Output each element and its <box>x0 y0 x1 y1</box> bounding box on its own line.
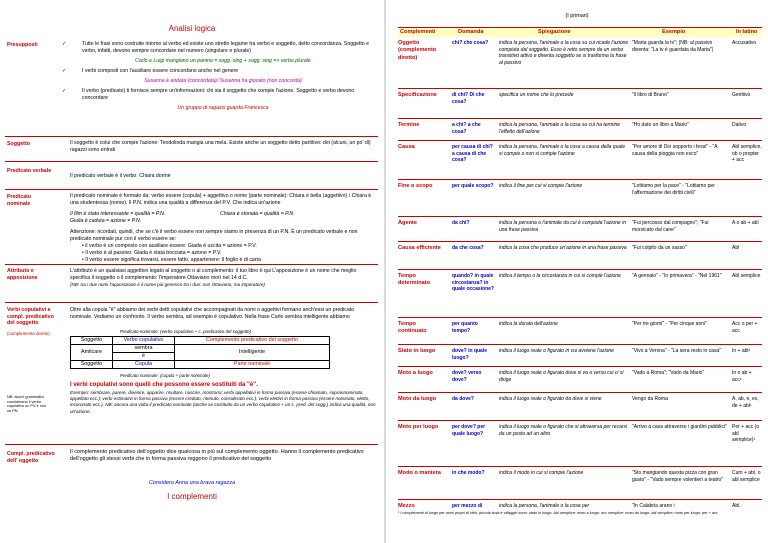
complement-example: "Marta guarda la tv"; (NB: al passivo diventa: "La tv è guardata da Marta") <box>632 40 714 53</box>
complement-example: Vengo da Roma <box>632 396 668 402</box>
page-title: Analisi logica <box>168 24 216 33</box>
list-item: • Il verbo è al passivo: Giada è stata bocciata = azione = P.V. <box>82 250 376 257</box>
complement-explanation: indica la persona, l'animale o la cosa su cui ricade l'azione compiuta dal soggetto. Esso è retto sempre da un verbo transitivo attivo e diventa soggetto se si trasforma la frase al passivo <box>499 40 629 66</box>
complement-question: da dove? <box>452 396 474 402</box>
complement-explanation: indica il luogo reale o figurato dove si va o verso cui ci si dirige <box>499 370 624 383</box>
label-presupposti: Presupposti <box>7 42 38 48</box>
table-cell: Copula <box>113 361 175 369</box>
complement-question: di chi? Di che cosa? <box>452 92 485 105</box>
table-row <box>398 89 762 119</box>
verbi-copulativi-text: Oltre alla copula "è" abbiamo dei verbi detti copulativi che accompagnati da nomi o aggettivi formano anch'essi un predicato nominale. Vediamo un confronto. Il verbo sembra, ad esempio è copulativo. Nella frase Carlo sembra intelligente abbiamo <box>70 307 355 321</box>
table-cell: Soggetto <box>71 361 113 369</box>
table-row <box>398 141 762 180</box>
complement-latin: Dativo <box>732 122 747 128</box>
copulativi-head: I verbi copulativi sono quelli che possono essere sostituiti da "è". <box>70 382 258 388</box>
complement-name: Stato in luogo <box>398 348 436 354</box>
right-page <box>386 0 768 543</box>
presupposto-3-example: Un gruppo di ragazzi guarda Francesca <box>177 105 269 112</box>
pn-example-2: Chiara è stonata = qualità = P.N. <box>220 211 295 218</box>
complement-name: Tempo continuato <box>398 321 427 335</box>
table-cell: Complemento predicativo del soggetto <box>175 337 330 345</box>
complement-explanation: indica il modo in cui si compie l'azione <box>499 470 584 476</box>
table-row <box>398 217 762 242</box>
complement-explanation: indica la persona, l'animale o la cosa su cui ha termine l'effetto dell'azione <box>499 122 621 135</box>
predicato-verbale-text: Il predicato verbale è il verbo: Chiara dorme <box>70 173 171 179</box>
complement-latin: In + abl¹ <box>732 348 751 354</box>
table-row <box>398 345 762 367</box>
presupposto-2: I verbi composti con l'ausiliare essere concordano anche nel genere <box>82 68 239 75</box>
attributo-text: L'attributo è un qualsiasi aggettivo legato al soggetto o al complemento: il tuo libro è qui L'apposizione è un nome che meglio specifica il soggetto o il complemento: l'imperatore Ottaviano morì nel 14 d.C. <box>70 268 357 282</box>
complement-example: "Per tre giorni" - "Per cinque anni" <box>632 321 707 327</box>
complement-latin: Abl semplice, ob o propter + acc <box>732 144 762 163</box>
complement-example: "In Calabria arano i <box>632 503 675 509</box>
complement-example: "Vivo a Verona" - "La sera resto in casa" <box>632 348 721 354</box>
complement-latin: Abl. <box>732 503 741 509</box>
complement-example: "Per amore di Dio sopporto i fessi" - "A causa della pioggia non esco" <box>632 144 718 157</box>
table-row <box>398 393 762 421</box>
table-row <box>398 270 762 318</box>
complement-example: "A gennaio" - "In primavera" - "Nel 1961" <box>632 273 722 279</box>
complement-explanation: indica la durata dell'azione <box>499 321 558 327</box>
complement-name: Specificazione <box>398 92 437 98</box>
complement-explanation: indica la persona, l'animale o la cosa per <box>499 503 590 509</box>
complement-example: "Fui colpito da un sasso" <box>632 245 687 251</box>
table-cell: Intelligente <box>175 345 330 361</box>
complement-example: "Sto mangiando questa pizza con gran gusto" - "Vado sempre volentieri a teatro" <box>632 470 724 483</box>
table-row <box>398 421 762 467</box>
table-cell: Soggetto <box>71 337 113 345</box>
complement-name: Oggetto (complemento diretto) <box>398 40 437 61</box>
divider <box>5 136 378 137</box>
table-row <box>398 318 762 345</box>
header-latino: In latino <box>736 29 758 35</box>
attributo-note: (NB: tra i due nomi l'apposizione è il nome più generico tra i due: non Ottaviano, ma imperatore) <box>70 282 265 288</box>
copulativi-text: Esempio: sembrare, parere, divenire, apparire, risultare, riuscire, mostrarsi; verbi appellativi in forma passiva (essere chiamato, soprannominato, appellato ecc.); verbi estimativi in forma passiva (essere creduto, ritenuto, considerato ecc.); verbi elettivi in forma passiva (essere nominato, eletto, incoronato ecc.). NB: ancora una volta il predicato nominale (anche se costituito da un verbo copulativo + un c. pred. del sogg.) indica una qualità, non un'azione. <box>70 390 376 414</box>
section-title-complementi: I complementi <box>167 492 217 501</box>
presupposto-3: Il verbo (predicato) ti fornisce sempre un'informazioni: chi sia il soggetto che compie l'azione. Soggetto e verbo devono concordare <box>82 88 355 102</box>
complement-example: "il libro di Bruno" <box>632 92 669 98</box>
complement-explanation: indica la persona o l'animale da cui è compiuta l'azione in una frase passiva <box>499 220 626 233</box>
predicate-table <box>70 336 330 369</box>
complement-explanation: indica il fine per cui si compie l'azione <box>499 183 583 189</box>
complement-explanation: indica il luogo reale o figurato che si attraversa per recarsi da un posto ad un altro <box>499 424 628 437</box>
label-predicato-nominale: Predicato nominale <box>7 194 32 207</box>
divider <box>5 264 378 265</box>
complement-name: Agente <box>398 220 417 226</box>
table-note: (I primari) <box>565 13 589 19</box>
table-cell: Amilcare <box>71 345 113 361</box>
complement-question: in che modo? <box>452 470 485 476</box>
list-item: • Il verbo essere significa trovarsi, essere fatto, appartenere: Il foglio è di carta <box>82 257 376 264</box>
presupposto-2-example: Susanna è andata (concordata)/ Susanna ha giocato (non concorda) <box>144 78 302 85</box>
attenzione-text: Attenzione: ricordati, quindi, che se c'è il verbo essere non sempre siamo in presenza di un P.N. È un predicato verbale e non predicato nominale pur con il verbo essere se: <box>70 229 358 243</box>
complement-explanation: specifica un nome che lo precede <box>499 92 574 98</box>
complement-name: Fine o scopo <box>398 183 433 189</box>
label-compl-predicativo: Compl. predicativo dell' oggetto <box>7 451 55 464</box>
predicato-nominale-block <box>70 193 376 264</box>
presupposto-1: Tutte le frasi sono costruite intorno al verbo ed esiste uno stretto legame tra verbo e soggetto, detto concordanza. Soggetto e verbo, infatti, devono sempre concordare nel numero (singolare e plurale) <box>82 41 370 55</box>
label-predicato-verbale: Predicato verbale <box>7 168 52 174</box>
verbi-copulativi-label: Verbi copulativi e compl. predicativo del soggetto <box>7 307 54 327</box>
pn-example-3: Giulia è caduta = azione = P.N. <box>70 218 142 225</box>
complement-name: Moto da luogo <box>398 396 437 402</box>
complement-question: dove? verso dove? <box>452 370 482 383</box>
complement-example: "Arrivo a casa attraverso i giardini pubblici" <box>632 424 727 430</box>
copulativi-block <box>70 381 376 415</box>
complement-question: per quanto tempo? <box>452 321 478 334</box>
table-row <box>398 467 762 500</box>
table-row <box>398 242 762 270</box>
complement-latin: Genitivo <box>732 92 751 98</box>
table-caption-bottom: Predicato nominale: (copula + parte nominale) <box>120 373 210 378</box>
complement-latin: Abl semplice <box>732 273 761 279</box>
divider <box>5 189 378 190</box>
complement-question: per dove? per quale luogo? <box>452 424 486 437</box>
complement-latin: Acc o per + acc <box>732 321 758 334</box>
complement-name: Mezzo <box>398 503 415 509</box>
header-complementi: Complementi <box>400 29 436 35</box>
table-header <box>398 27 762 37</box>
table-row <box>71 361 330 369</box>
header-spiegazione: Spiegazione <box>538 29 571 35</box>
complement-name: Modo o maniera <box>398 470 441 476</box>
complement-explanation: indica la persona, l'animale o la cosa a causa della quale si compie o non si compie l'azione <box>499 144 626 157</box>
complement-name: Termine <box>398 122 420 128</box>
complement-latin: Per + acc (o abl semplice)¹ <box>732 424 760 443</box>
attenzione-list <box>70 243 376 264</box>
table-cell: sembra <box>113 345 175 353</box>
complement-question: da che cosa? <box>452 245 484 251</box>
table-cell: Parte nominale <box>175 361 330 369</box>
list-item: • il verbo è un composto con ausiliare essere: Giada è uscita = azione = P.V. <box>82 243 376 250</box>
complement-question: chi? che cosa? <box>452 40 489 46</box>
complement-question: da chi? <box>452 220 470 226</box>
presupposto-1-example: Carlo e Luigi mangiano un panino = sogg. sing + sogg. sing => verbo plurale <box>135 58 311 65</box>
complement-example: "Ho dato un libro a Mario" <box>632 122 689 128</box>
complement-latin: Abl <box>732 245 740 251</box>
complement-question: per mezzo di <box>452 503 483 509</box>
complement-name: Tempo determinato <box>398 273 431 287</box>
pn-example-1: Il film è stato interessante = qualità = P.N. <box>70 211 166 218</box>
table-cell: è <box>113 353 175 361</box>
complement-latin: A, ab, e, ex, de + abl¹ <box>732 396 759 409</box>
complement-name: Moto a luogo <box>398 370 433 376</box>
table-row <box>398 119 762 141</box>
divider <box>5 444 378 445</box>
complement-name: Causa <box>398 144 415 150</box>
table-caption-top: Predicato nominale: (verbo copulativo + c. predicativo del soggetto) <box>120 329 251 334</box>
predicato-nominale-text: Il predicato nominale è formato da: verbo essere (copula) + aggettivo o nome (parte nominale): Chiara è bella (aggettivo) / Chiara è una studentessa (nome). Il P.N. indica una qualità a differenza del P.V. Che indica un'azione <box>70 193 372 207</box>
complement-question: quando? in quale circostanza? in quale occasione? <box>452 273 494 292</box>
header-domanda: Domanda <box>458 29 484 35</box>
header-esempio: Esempio <box>662 29 686 35</box>
complement-example: "Lottiamo per la pace" - "Lottiamo per l'affermazione dei diritti civili" <box>632 183 715 196</box>
compl-predicativo-example: Considero Anna una brava ragazza <box>148 480 236 486</box>
complement-explanation: indica la cosa che produce un'azione in una frase passiva <box>499 245 627 251</box>
divider <box>5 302 378 303</box>
check-icon: ✓ <box>62 88 67 95</box>
label-soggetto: Soggetto <box>7 141 30 147</box>
complement-latin: In o ab + acc¹ <box>732 370 752 383</box>
soggetto-text: Il soggetto è colui che compie l'azione: Teodolinda mangia una mela. Esiste anche un soggetto detto partitivo: dei (alcuni, un po' di) ragazzi sono entrati <box>70 140 371 154</box>
complement-name: Moto per luogo <box>398 424 439 430</box>
divider <box>5 161 378 162</box>
complement-question: per causa di chi? a causa di che cosa? <box>452 144 493 163</box>
presupposti-block <box>62 41 376 112</box>
verbi-copulativi-sub: (complemento diretto) <box>7 330 50 336</box>
table-row <box>398 37 762 89</box>
attributo-block <box>70 268 376 288</box>
table-row <box>398 367 762 393</box>
check-icon: ✓ <box>62 68 67 75</box>
complement-example: "Vado a Roma"; "Vado da Mario" <box>632 370 705 376</box>
complement-explanation: indica il luogo reale o figurato da dove si viene <box>499 396 602 402</box>
table-row <box>398 500 762 520</box>
complement-latin: A o ab + abl <box>732 220 759 226</box>
label-verbi-copulativi <box>7 307 55 336</box>
table-row <box>398 180 762 217</box>
compl-predicativo-text: Il complemento predicativo dell'oggetto dice qualcosa in più sul complemento oggetto. Hanno il complemento predicativo dell'oggetto gli stessi verbi che in forma passiva reggono il predicativo del soggetto <box>70 449 364 463</box>
table-row <box>71 345 330 353</box>
nb-note: NB: alcuni grammatici considerano il verbo copulativo un PV e non un PN <box>7 395 47 413</box>
complement-question: a chi? a che cosa? <box>452 122 481 135</box>
complement-latin: Cum + abl. o abl semplice <box>732 470 761 483</box>
complement-question: per quale scopo? <box>452 183 494 189</box>
table-cell: Verbo copulativo <box>113 337 175 345</box>
label-attributo: Attributo e apposizione <box>7 268 38 281</box>
complement-latin: Accusativo <box>732 40 757 46</box>
complement-name: Causa efficiente <box>398 245 441 251</box>
complement-explanation: indica il luogo reale o figurato in cui avviene l'azione <box>499 348 614 354</box>
complement-question: dove? in quale luogo? <box>452 348 488 361</box>
complement-example: "Fui percosso dal compagno"; "Fui morsicato dal cane" <box>632 220 709 233</box>
table-row <box>71 337 330 345</box>
complement-explanation: indica il tempo o la circostanza in cui si compie l'azione <box>499 273 621 279</box>
check-icon: ✓ <box>62 41 67 47</box>
footnote: ¹ i complementi di luogo per nomi propri di città, piccola isola e villaggio sono: stato in luogo. Abl semplice; moto a luogo: acc semplice; moto da luogo: abl semplice; moto per luogo: per + acc <box>398 511 718 515</box>
